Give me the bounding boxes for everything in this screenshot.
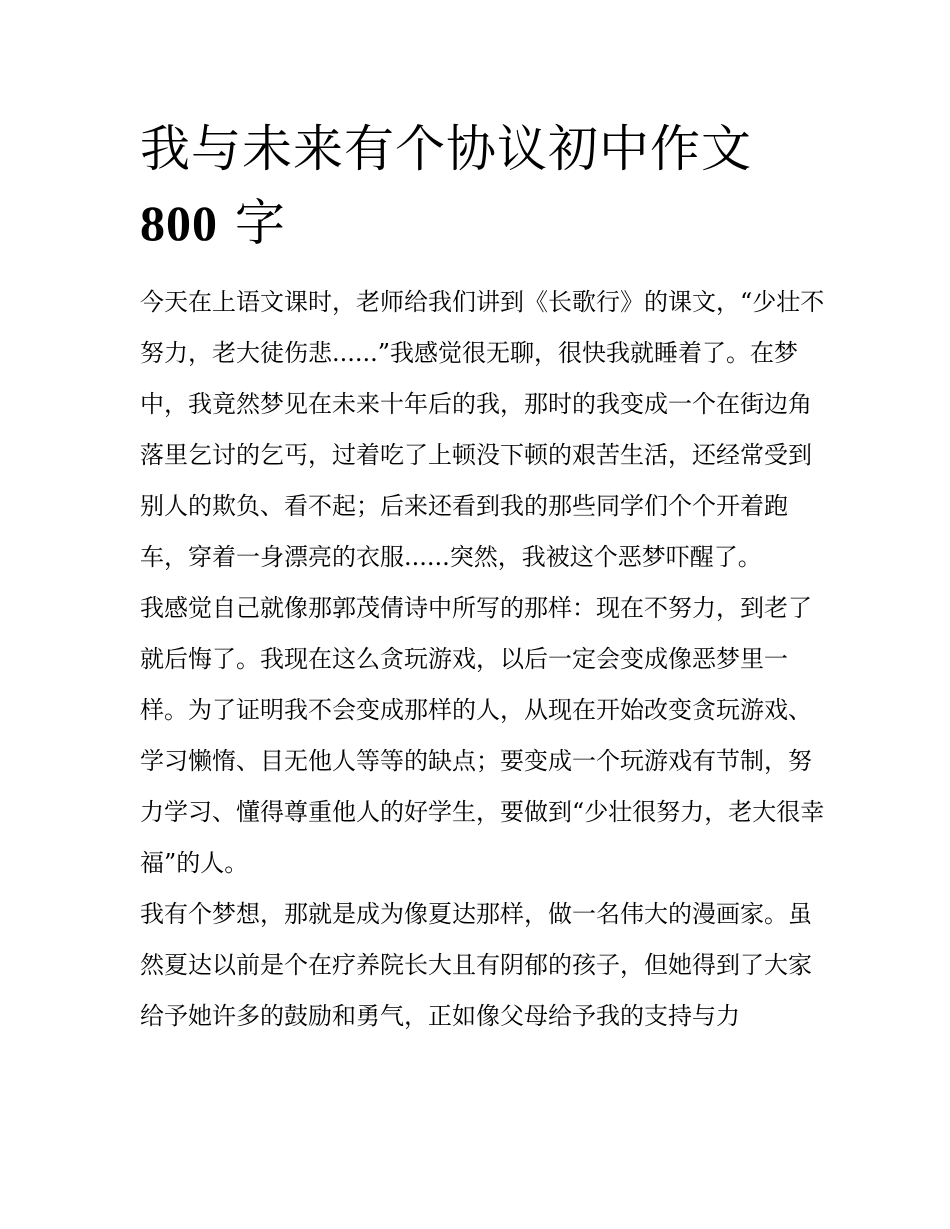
paragraph-2: 我感觉自己就像那郭茂倩诗中所写的那样：现在不努力，到老了就后悔了。我现在这么贪玩游戏，以后一定会变成像恶梦里一样。为了证明我不会变成那样的人，从现在开始改变贪玩游戏、学习懒惰、目无他人等等的缺点；要变成一个玩游戏有节制，努力学习、懂得尊重他人的好学生，要做到“少壮很努力，老大很幸福”的人。 bbox=[140, 594, 825, 877]
paragraph-3: 我有个梦想，那就是成为像夏达那样，做一名伟大的漫画家。虽然夏达以前是个在疗养院长大且有阴郁的孩子，但她得到了大家给予她许多的鼓励和勇气，正如像父母给予我的支持与力 bbox=[140, 900, 812, 1030]
title-suffix: 字 bbox=[218, 194, 286, 252]
document-body bbox=[140, 277, 830, 1042]
title-number: 800 bbox=[140, 195, 218, 251]
document-title bbox=[140, 112, 830, 260]
title-main: 我与未来有个协议初中作文 bbox=[140, 120, 752, 178]
paragraph-1: 今天在上语文课时，老师给我们讲到《长歌行》的课文，“少壮不努力，老大徒伤悲......”我感觉很无聊，很快我就睡着了。在梦中，我竟然梦见在未来十年后的我，那时的我变成一个在街边角落里乞讨的乞丐，过着吃了上顿没下顿的艰苦生活，还经常受到别人的欺负、看不起；后来还看到我的那些同学们个个开着跑车，穿着一身漂亮的衣服......突然，我被这个恶梦吓醒了。 bbox=[140, 288, 825, 571]
